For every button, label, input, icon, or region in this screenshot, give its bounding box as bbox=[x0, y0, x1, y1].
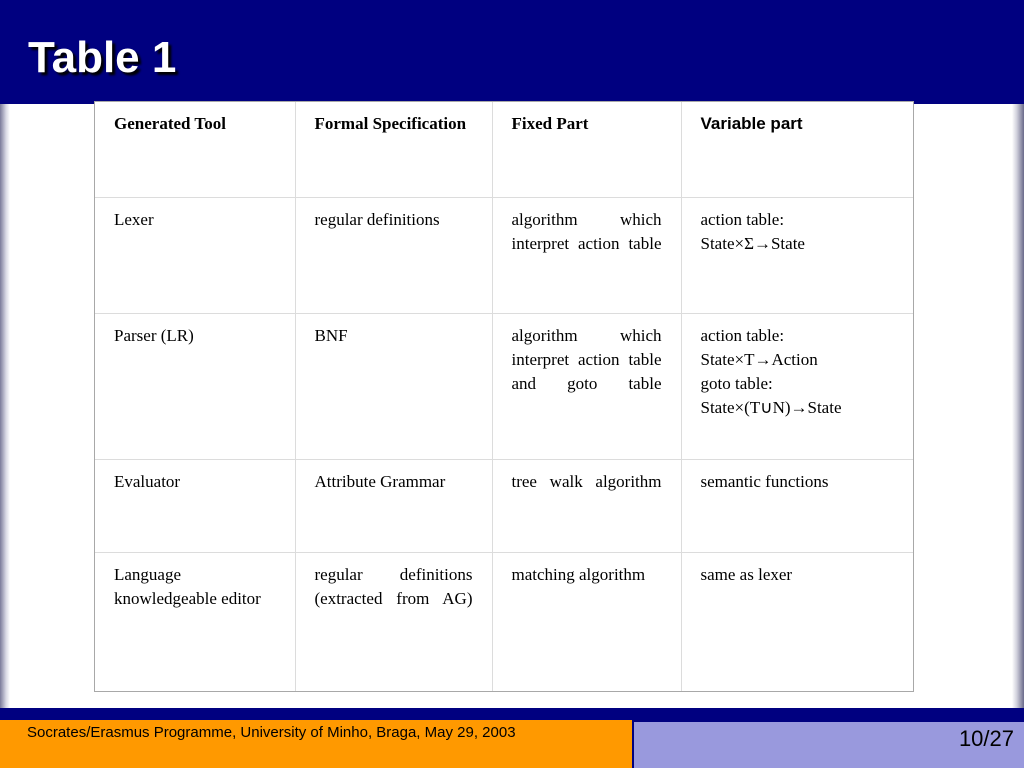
cell-fixed: algorithm which interpret action table bbox=[492, 197, 681, 313]
variable-line: semantic functions bbox=[700, 471, 829, 491]
table-row bbox=[95, 552, 913, 691]
variable-line: goto table: bbox=[700, 373, 773, 393]
cell-variable bbox=[681, 197, 913, 313]
table-header-row bbox=[95, 102, 913, 197]
variable-line: action table: bbox=[700, 325, 785, 345]
cell-spec: BNF bbox=[295, 313, 492, 459]
page-number: 10/27 bbox=[958, 726, 1014, 751]
variable-line: State×(T∪N)→State bbox=[700, 397, 842, 417]
header-generated-tool: Generated Tool bbox=[114, 114, 226, 133]
table-row bbox=[95, 313, 913, 459]
slide-title: Table 1 bbox=[28, 33, 177, 82]
cell-spec: Attribute Grammar bbox=[295, 459, 492, 552]
variable-line: State×Σ→State bbox=[700, 233, 805, 253]
right-edge-gradient bbox=[1012, 104, 1024, 708]
cell-spec: regular definitions bbox=[295, 197, 492, 313]
variable-line: action table: bbox=[700, 209, 785, 229]
cell-tool: Language knowledgeable editor bbox=[95, 552, 295, 691]
data-table bbox=[94, 101, 914, 692]
cell-fixed: algorithm which interpret action table and goto table bbox=[492, 313, 681, 459]
cell-variable bbox=[681, 313, 913, 459]
cell-tool: Evaluator bbox=[95, 459, 295, 552]
cell-fixed: tree walk algorithm bbox=[492, 459, 681, 552]
cell-tool: Lexer bbox=[95, 197, 295, 313]
cell-tool: Parser (LR) bbox=[95, 313, 295, 459]
cell-variable bbox=[681, 459, 913, 552]
left-edge-gradient bbox=[0, 104, 10, 708]
cell-spec: regular definitions (extracted from AG) bbox=[295, 552, 492, 691]
table-row bbox=[95, 459, 913, 552]
cell-variable bbox=[681, 552, 913, 691]
variable-line: same as lexer bbox=[700, 564, 793, 584]
title-bar bbox=[0, 0, 1024, 104]
variable-line: State×T→Action bbox=[700, 349, 818, 369]
header-formal-specification: Formal Specification bbox=[295, 102, 492, 197]
header-fixed-part: Fixed Part bbox=[492, 102, 681, 197]
header-variable-part: Variable part bbox=[681, 102, 913, 197]
table-row bbox=[95, 197, 913, 313]
footer-caption: Socrates/Erasmus Programme, University of Minho, Braga, May 29, 2003 bbox=[27, 724, 516, 741]
cell-fixed: matching algorithm bbox=[492, 552, 681, 691]
